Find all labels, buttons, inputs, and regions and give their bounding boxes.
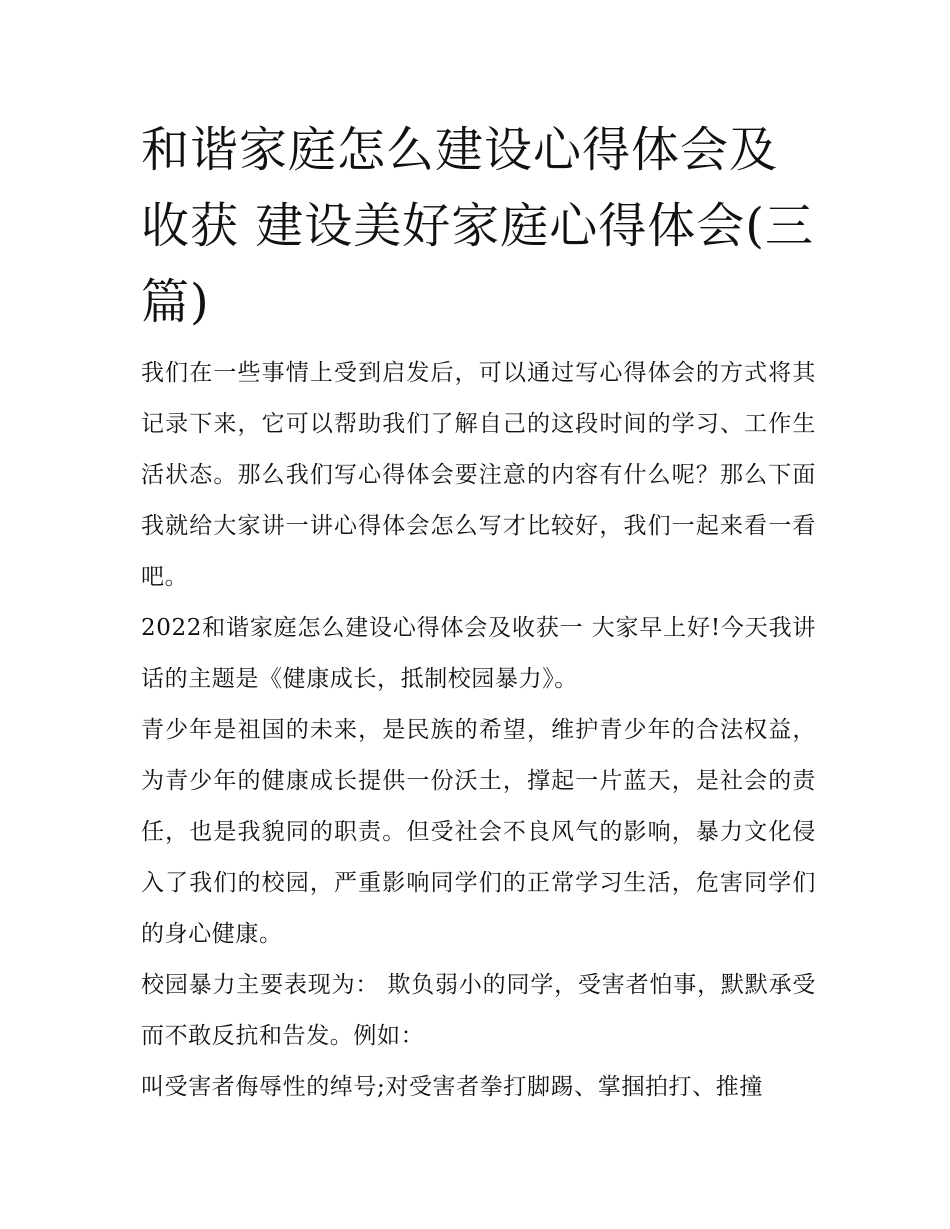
- document-body: [141, 112, 816, 1113]
- document-title: 和谐家庭怎么建设心得体会及收获 建设美好家庭心得体会(三篇): [141, 122, 814, 330]
- youth-paragraph: 青少年是祖国的未来，是民族的希望，维护青少年的合法权益，为青少年的健康成长提供一份沃土，撑起一片蓝天，是社会的责任，也是我貌同的职责。但受社会不良风气的影响，暴力文化侵入了我们的校园，严重影响同学们的正常学习生活，危害同学们的身心健康。: [141, 717, 816, 947]
- intro-paragraph: 我们在一些事情上受到启发后，可以通过写心得体会的方式将其记录下来，它可以帮助我们了解自己的这段时间的学习、工作生活状态。那么我们写心得体会要注意的内容有什么呢？那么下面我就给大家讲一讲心得体会怎么写才比较好，我们一起来看一看吧。: [141, 360, 816, 590]
- section-one-paragraph: 2022和谐家庭怎么建设心得体会及收获一 大家早上好!今天我讲话的主题是《健康成长，抵制校园暴力》。: [141, 615, 816, 692]
- examples-paragraph: 叫受害者侮辱性的绰号;对受害者拳打脚踢、掌掴拍打、推撞: [141, 1074, 763, 1100]
- violence-forms-paragraph: 校园暴力主要表现为： 欺负弱小的同学，受害者怕事，默默承受而不敢反抗和告发。例如：: [141, 972, 816, 1049]
